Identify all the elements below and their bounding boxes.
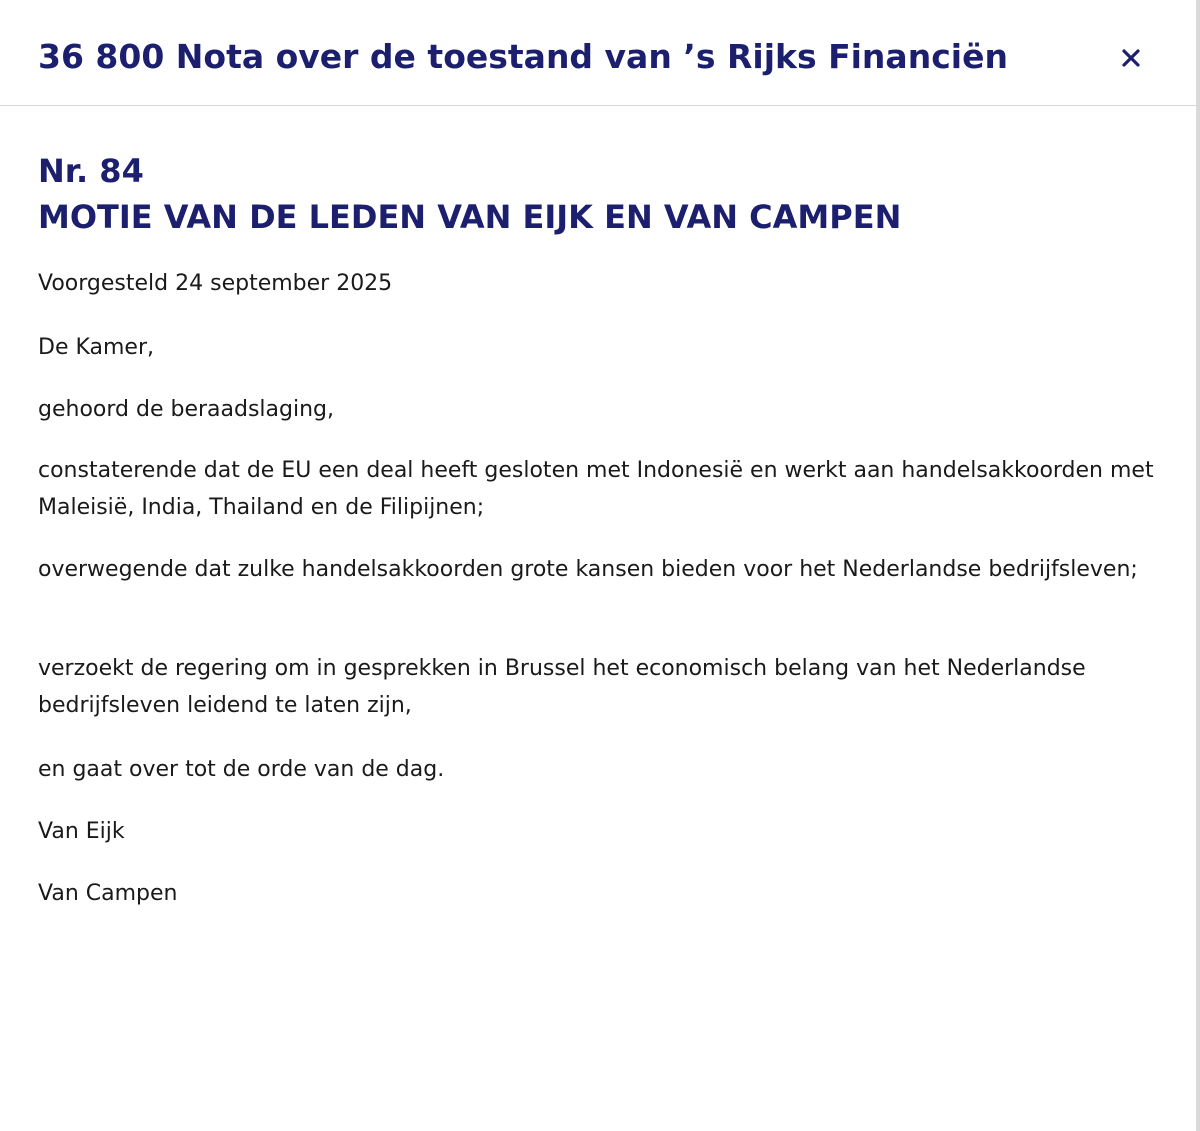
document-number: Nr. 84 [38,152,144,190]
modal-header [0,0,1197,106]
modal-title: 36 800 Nota over de toestand van ’s Rijks Financiën [38,37,1008,76]
close-button[interactable] [1113,36,1149,72]
paragraph-verzoekt: verzoekt de regering om in gesprekken in Brussel het economisch belang van het Nederlandse bedrijfsleven leidend te laten zijn, [38,656,1086,718]
document-date: Voorgesteld 24 september 2025 [38,271,393,296]
paragraph-addressee: De Kamer, [38,335,154,360]
signatory-van-eijk: Van Eijk [38,819,125,844]
document-title-block [38,148,901,240]
paragraph-closing: en gaat over tot de orde van de dag. [38,757,445,782]
document-heading: MOTIE VAN DE LEDEN VAN EIJK EN VAN CAMPEN [38,198,902,236]
paragraph-constaterende: constaterende dat de EU een deal heeft gesloten met Indonesië en werkt aan handelsakkoorden met Maleisië, India, Thailand en de Filipijnen; [38,458,1154,520]
signatory-van-campen: Van Campen [38,881,178,906]
paragraph-overwegende: overwegende dat zulke handelsakkoorden grote kansen bieden voor het Nederlandse bedrijfsleven; [38,557,1138,582]
paragraph-deliberation: gehoord de beraadslaging, [38,397,334,422]
close-icon [1121,48,1141,68]
